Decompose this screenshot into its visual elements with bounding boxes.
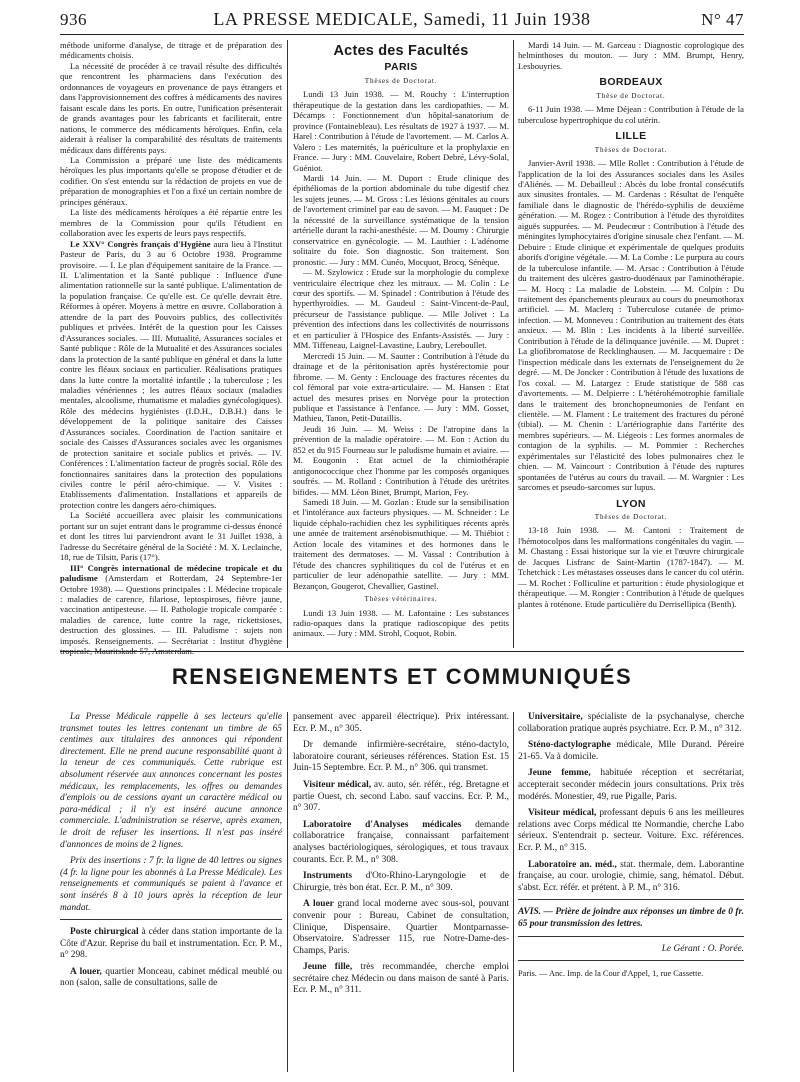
avis-notice: AVIS. — Prière de joindre aux réponses un timbre de 0 fr. 65 pour transmission des lettres. [518,907,744,929]
classified-ad [518,860,744,895]
congress-text: (Amsterdam et Rotterdam, 24 Septembre-1er Octobre 1938). — Questions principales : I. Médecine tropicale : maladies de carence, filariose, leptospiroses, fièvre jaune, vaccination antipesteuse. — II. Pathologie tropicale comparée : maladies de carence, lutte contre la rage, rickettsioses, destruction des glossines. — III. Paludisme : sujets non imposés. Renseignements. — Secrétariat : Institut d'hygiène tropicale, Mauritskade 57, Amsterdam. [60,573,282,657]
ad-heading: A louer [303,899,334,910]
ad-heading: Poste chirurgical [70,927,139,938]
ad-text: professant depuis 6 ans les meilleures relations avec Corps médical tte Normandie, cherche Labo sérieux. S'entendrait p. secteur. Voiture. Exc. références. Ecr. P. M., n° 315. [518,808,745,853]
thesis-entry: Jeudi 16 Juin. — M. Weiss : De l'atropine dans la prévention de la maladie opératoire. — M. Eon : Action du 852 et du 915 Fourneau sur le paludisme humain et aviaire. — M. Eougonin : Etat actuel de la chimiothérapie antigonococcique chez l'homme par les composés organiques soufrés. — M. Rolland : Contribution à l'étude des urétrites bifides. — MM. Léon Binet, Brumpt, Marion, Fey. [293,423,509,497]
subheading: Thèses de Doctorat. [594,145,668,154]
column-right [518,40,744,648]
classified-ad [518,712,744,735]
city-heading-paris: PARIS [384,61,418,74]
divider [518,899,744,900]
ad-heading: Laboratoire d'Analyses médicales [303,819,462,830]
ad-heading: Universitaire, [528,712,583,722]
classifieds-right [518,712,744,1074]
classified-ad [293,780,509,815]
issue-number: N° 47 [701,10,744,29]
ad-text: grand local moderne avec sous-sol, pouvant convenir pour : Bureau, Cabinet de consultation, Clinique, Dispensaire. Quartier Montparnasse-Observatoire. S'adresser 115, rue Notre-Dame-des-Champs, Paris. [293,899,509,956]
subheading: Thèse de Doctorat. [596,91,666,100]
ad-text: habituée réception et secrétariat, accepterait seconder médecin jours consultations. Prix très modérés. Monestier, 49, rue Pigalle, Paris. [518,768,744,802]
column-rule [287,40,288,648]
thesis-entry: Janvier-Avril 1938. — Mlle Rollet : Contribution à l'étude de l'application de la loi des Assurances sociales dans les Asiles d'Aliénés. — M. Debailleul : Abcès du lobe frontal consécutifs aux sinusites frontales. — M. Cardenas : Résultat de l'enquête familiale dans le diagnostic de l'hérédo-syphilis de deuxième génération. — M. Rogez : Contribution à l'étude des thyroïdites aiguës suppurées. — M. Peudecœur : Contribution à l'étude des méningites lymphocytaires d'origine sinusale chez l'enfant. — M. Debuire : Etude clinique et expérimentale de quelques produits aborifs d'origine végétale. — M. La Combe : Le purpura au cours de la tuberculose infantile. — M. Arsac : Contribution à l'étude du traitement des ulcères gastro-duodénaux par l'aminothérapie. — M. Hocq : La maladie de Lobstein. — M. Colpin : Du traitement des épanchements pleuraux au cours du pneumothorax artificiel. — M. Maclerq : Tuberculose cutanée de primo-infection. — M. Monneveu : Contribution au traitement des états anxieux. — M. Blin : Les incidents à la liberté surveillée. Contribution à l'étude de la délinquance juvénile. — M. Dupret : La gliofibromatose de Recklinghausen. — M. Jacquemaire : De l'inspection médicale dans les externats de l'enseignement du 2e degré. — M. De Joncker : Contribution à l'étude des luxations de l'os coxal. — M. Latargez : Etude statistique de 588 cas d'avortements. — M. Delpierre : L'hétérohémotrophie familiale dans le traitement des bronchopneumonies de l'enfant en clientèle. — M. Flament : Le traitement des fractures du péroné (tibial). — M. Chenin : L'artériographie dans l'artérite des membres supérieurs. — M. Liégeois : Les formes anormales de contagion de la syphilis. — M. Pommier : Recherches expérimentales sur l'élasticité des lobes pulmonaires chez le chien. — M. Vaincourt : Contribution à l'étude des ruptures spontanées de l'utérus au cours du travail. — M. Wargnier : Les sarcomes et pseudo-sarcomes sur lupus. [518,158,744,493]
congress-title: III° Congrès international de médecine tropicale et du paludisme [60,562,282,584]
thesis-entry: 6-11 Juin 1938. — Mme Déjean : Contribution à l'étude de la tuberculose hypertrophique du col utérin. [518,104,744,125]
ad-heading: Visiteur médical, [528,808,597,819]
thesis-entry: Lundi 13 Juin 1938. — M. Rouchy : L'interruption thérapeutique de la gestation dans les cardiopathies. — M. Décamps : Fonctionnement d'un hôpital-sanatorium de province (Fontainebleau). Les résultats de 1927 à 1937. — M. Harel : Contribution à l'étude de l'avortement. — M. Carlos A. Valero : Les maternités, la puériculture et la prophylaxie en France. — Jury : MM. Couvelaire, Robert Debré, Lévy-Solal, Guéniot. [293,89,509,173]
paragraph: La Commission a préparé une liste des médicaments héroïques les plus importants qu'elle se propose d'étudier et de codifier. On s'est entendu sur la rédaction de projets en vue de préparation de monographies et l'on a fixé un certain nombre de principes généraux. [60,154,282,207]
notice-intro: La Presse Médicale rappelle à ses lecteurs qu'elle transmet toutes les lettres contenant un timbre de 65 centimes aux titulaires des annonces qui répondent directement. Elle ne prend aucune responsabilité quant à la teneur de ces communiqués. Cette rubrique est absolument réservée aux annonces concernant les postes médicaux, les remplacements, les offres ou demandes d'emplois ou de cessions ayant un caractère médical ou para-médical ; il n'y est inséré aucune annonce commerciale. L'administration se réserve, après examen, le droit de refuser les insertions. Il n'est pas inséré d'annonces de moins de 2 lignes. [60,712,282,850]
classified-ad: Dr demande infirmière-secrétaire, sténo-dactylo, laboratoire courant, sérieuses références. Station Est. 15 Juin-15 Septembre. Ecr. P. M., n° 306. qui transmet. [293,740,509,774]
thesis-entry: Samedi 18 Juin. — M. Gozlan : Etude sur la sensibilisation et l'intolérance aux facteurs physiques. — M. Schneider : Le liquide céphalo-rachidien chez les syphilitiques récents après une année de traitement arsénobismuthique. — M. Thiébiot : Action locale des vitamines et des hormones dans le traitement des dermatoses. — M. Vassal : Contribution à l'étude des chancres syphilitiques du col de l'utérus et en particulier de leur adénopathie satellite. — Jury : MM. Bezançon, Gougerot, Chevallier, Gastinel. [293,497,509,591]
city-heading-bordeaux: BORDEAUX [599,76,663,89]
thesis-entry: Mardi 14 Juin. — M. Garceau : Diagnostic coprologique des helminthoses du mouton. — Jury : MM. Brumpt, Henry, Lesbouyries. [518,40,744,71]
ad-text: d'Oto-Rhino-Laryngologie et de Chirurgie, très bon état. Ecr. P. M., n° 309. [293,871,509,893]
subheading: Thèses vétérinaires. [364,595,438,604]
divider [60,919,282,920]
classified-ad [293,962,509,997]
ad-continuation: pansement avec appareil électrique). Prix intéressant. Ecr. P. M., n° 305. [293,712,509,734]
column-rule [513,712,514,1072]
subheading: Thèses de Doctorat. [364,76,438,85]
congress-hygiene [60,239,282,511]
classified-ad [293,871,509,894]
journal-title: LA PRESSE MEDICALE, Samedi, 11 Juin 1938 [213,9,591,29]
ad-text: quartier Monceau, cabinet médical meublé ou non (salon, salle de consultations, salle de [60,966,283,989]
classifieds-left [60,712,282,1074]
classified-ad [293,899,509,957]
paragraph: méthode uniforme d'analyse, de titrage et de préparation des médicaments choisis. [60,40,282,61]
ad-heading: Jeune fille, [303,962,353,973]
column-middle [293,40,509,648]
ad-heading: Jeune femme, [528,768,591,779]
column-rule [287,712,288,1072]
classified-ad [293,820,509,866]
congress-title: Le XXV° Congrès français d'Hygiène [70,238,211,249]
column-left [60,40,282,657]
section-banner [60,651,744,704]
ad-text: à céder dans station importante de la Côte d'Azur. Reprise du bail et instrumentation. Ecr. P. M., n° 298. [60,927,283,961]
city-heading-lille: LILLE [615,130,647,143]
thesis-entry: — M. Szylowicz : Etude sur la morphologie du complexe ventriculaire électrique chez les mitraux. — M. Colin : Le cœur des sportifs. — M. Spinadel : Contribution à l'étude des hyperthyroïdies. — M. Gaudeul : Saint-Vincent-de-Paul, précurseur de l'assistance publique. — Mlle Jolivet : La prévention des infections dans les collectivités de nourrissons et en particulier à l'Hospice des Enfants-Assistés. — Jury : MM. Tiffeneau, Laignel-Lavastine, Laubry, Lereboullet. [293,267,509,351]
ad-text: spécialiste de la psychanalyse, cherche collaboration pratique auprès psychiatre. Ecr. P. M., n° 312. [518,712,745,734]
ad-text: médicale, Mlle Durand. Péreire 21-65. Va à domicile. [518,740,745,762]
classified-ad [60,967,282,990]
section-title: Actes des Facultés [333,43,469,59]
classified-ad [518,768,744,803]
ad-text: très recommandée, cherche emploi secrétaire chez Médecin ou dans maison de santé à Paris. Ecr. P. M., n° 311. [293,962,509,996]
classified-ad [60,927,282,962]
thesis-entry: Mardi 14 Juin. — M. Duport : Etude clinique des épithéliomas de la portion abdominale du tube digestif chez les sujets jeunes. — M. Gross : Les lésions génitales au cours de l'avortement criminel par eau de savon. — M. Fauquet : De la nécessité de la surveillance systématique de la tension artérielle durant la rachi-anesthésie. — M. Doumy : Chirurgie conservatrice en gynécologie. — M. Lauthier : L'adénome solitaire du foie. Son diagnostic. Son traitement. Son pronostic. — Jury : MM. Cunéo, Mocquot, Brocq, Sénèque. [293,172,509,267]
city-heading-lyon: LYON [616,497,646,510]
column-rule [513,40,514,648]
ad-heading: Instruments [303,871,352,882]
ad-heading: Laboratoire an. méd., [528,859,617,870]
classified-ad [518,808,744,854]
paragraph: La Société accueillera avec plaisir les communications portant sur un sujet entrant dans le programme ci-dessus énoncé et dont les titres lui parviendront avant le 31 Juillet 1938, à l'adresse du Secrétaire général de la Société : M. X. Leclainche, 18, rue de Tilsitt, Paris (17°). [60,510,282,563]
thesis-entry: Mercredi 15 Juin. — M. Sautter : Contribution à l'étude du drainage et de la péritonisation après hystérectomie pour fibrome. — M. Genty : Enclouage des fractures récentes du col fémoral par voie extra-articulaire. — M. Hansen : Etat actuel des mesures prises en Norvège pour la protection publique et l'assistance à l'enfance. — Jury : MM. Gosset, Mathieu, Tanon, Petit-Dutaillis. [293,350,509,424]
thesis-entry: Lundi 13 Juin 1938. — M. Lafontaine : Les substances radio-opaques dans la pratique radioscopique des petits animaux. — Jury : MM. Strohl, Coquot, Robin. [293,607,509,639]
ad-text: stat. thermale, dem. Laborantine française, au cour. urologie, chimie, sang, hématol. Début. s'abst. Ecr. référ. et prétent. à P. M., n° 316. [518,859,745,893]
congress-tropical [60,563,282,657]
congress-text: aura lieu à l'Institut Pasteur de Paris, du 3 au 6 Octobre 1938. Programme provisoire. — I. Le plan d'équipement sanitaire de la France. — II. L'alimentation et la Santé publique : Influence d'une alimentation rationnelle sur la santé publique. L'alimentation de la population française. Ce qu'elle est. Ce qu'elle devrait être. Réformes à opérer. Moyens à mettre en œuvre. Collaboration à attendre de la part des Pouvoirs publics, des collectivités publiques et privées. Intérêt de la question pour les Caisses d'Assurances sociales. — III. Mutualité, Assurances sociales et Santé publique : Rôle de la Mutualité et des Assurances sociales dans la protection de la santé publique en général et dans la lutte contre les fléaux sociaux en particulier. Réalisations pratiques dans la lutte contre la mortalité infantile ; la tuberculose ; les maladies vénériennes ; les autres fléaux sociaux (maladies mentales, alcoolisme, rhumatisme et maladies gynécologiques). Rôle des médecins hygiénistes (I.D.H., D.B.H.) dans le développement de la politique sanitaire des Caisses d'Assurances sociales. Coordination de l'action sanitaire et sociale des Caisses d'Assurances sociales avec les organismes de protection sanitaire et sociale publics et privés. — IV. Conférences : L'alimentation facteur de progrès social. Rôle des fonctionnaires sanitaires dans la protection des populations civiles contre le péril aéro-chimique. — V. Visites : Etablissements d'alimentation. Installations et appareils de protection contre les dangers aéro-chimiques. [60,238,282,510]
thesis-entry: 13-18 Juin 1938. — M. Cantoni : Traitement de l'hémotocolpos dans les malformations congénitales du vagin. — M. Chastang : Essai historique sur la vie et l'œuvre chirurgicale de Jacques Lisfranc de Saint-Martin (1787-1847). — M. Tchetchick : Les métastases osseuses dans le cancer du col utérin. — M. Rochet : Folliculine et parturition : étude physiologique et thérapeutique. — M. Rongier : Contribution à l'étude de quelques plantes à roténone. Etude particulière du Derrisellipica (Benth). [518,525,744,609]
banner-title: RENSEIGNEMENTS ET COMMUNIQUÉS [171,664,633,689]
page-header [60,8,744,35]
subheading: Thèses de Doctorat. [594,513,668,522]
ad-heading: Visiteur médical, [303,779,372,790]
ad-text: demande collaboratrice française, connaissant parfaitement analyses bactériologiques, sérologiques, et tous travaux courants. Ecr. P. M., n° 308. [293,819,509,865]
printer-line: Paris. — Anc. Imp. de la Cour d'Appel, 1, rue Cassette. [518,969,704,979]
page-number: 936 [60,10,87,29]
notice-prices: Prix des insertions : 7 fr. la ligne de 40 lettres ou signes (4 fr. la ligne pour les abonnés à La Presse Médicale). Les renseignements et communiqués se paient à l'avance et sont insérés 8 à 10 jours après la réception de leur mandat. [60,856,282,913]
divider [518,936,744,937]
classifieds-middle [293,712,509,1074]
ad-heading: Sténo-dactylographe [528,740,611,751]
paragraph: La nécessité de procéder à ce travail résulte des difficultés que rencontrent les pharmaciens dans l'exécution des ordonnances de voyageurs en provenance de pays étrangers et dans l'approvisionnement des coffres à médicaments des navires faisant escale dans les ports. En outre, l'unification présenterait de grands avantages pour les fabricants et faciliterait, entre nations, le commerce des médicaments héroïques. Enfin, cela aiderait à réaliser la comparabilité des résultats de traitements médicaux dans différents pays. [60,60,282,155]
ad-heading: A louer, [70,966,102,977]
ad-text: av. auto, sér. référ., rég. Bretagne et partie Ouest, ch. second Labo. sauf vaccins. Ecr. P. M., n° 307. [293,779,509,814]
classified-ad [518,740,744,763]
paragraph: La liste des médicaments héroïques a été répartie entre les membres de la Commission pour qu'ils l'étudient en collaboration avec les experts de leurs pays respectifs. [60,207,282,239]
gerant-line: Le Gérant : O. Porée. [661,943,744,954]
divider [518,960,744,961]
